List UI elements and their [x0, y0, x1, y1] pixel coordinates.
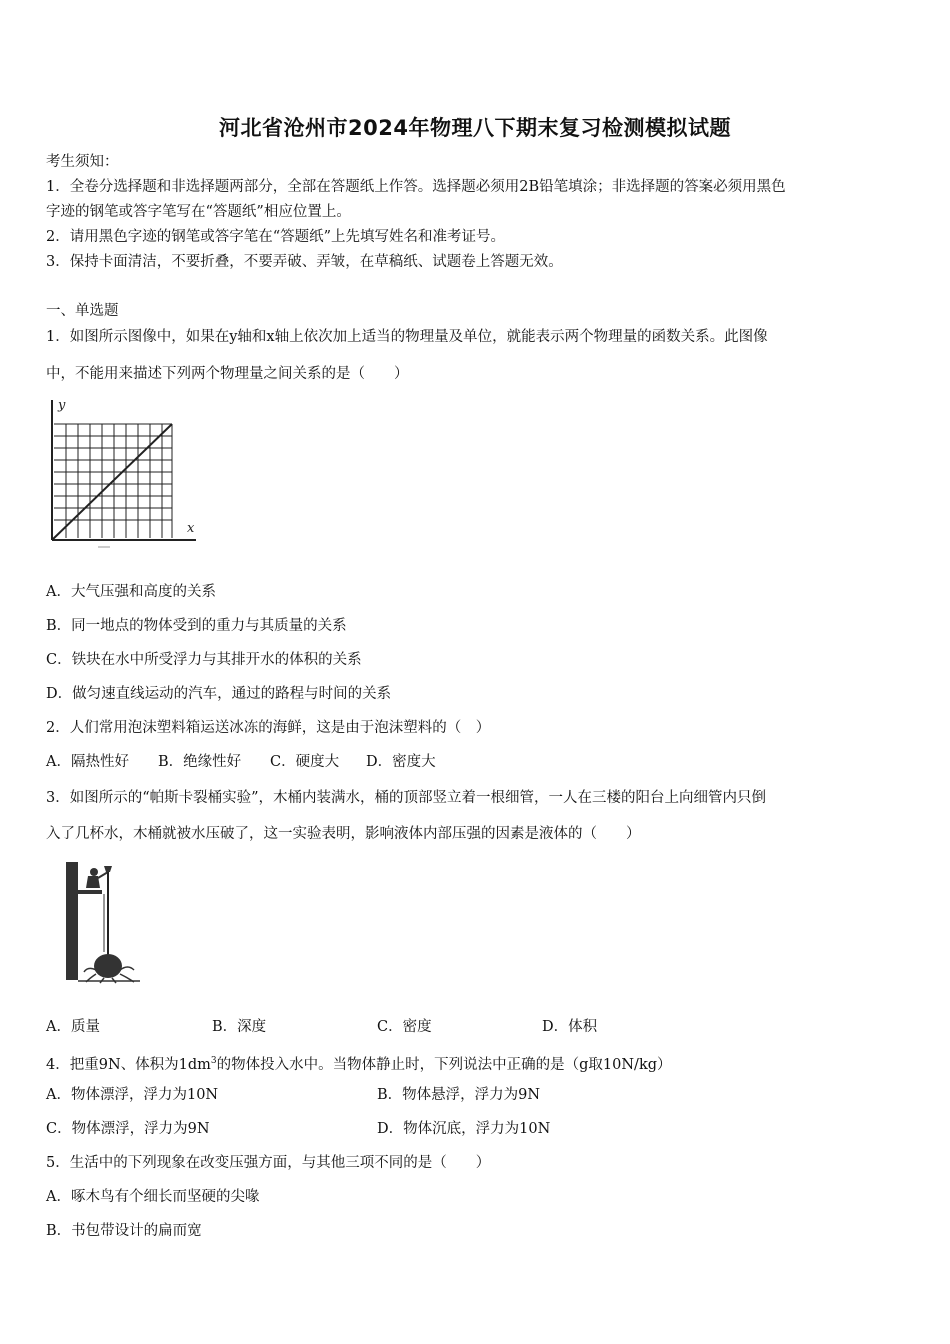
q4-option-b: B．物体悬浮，浮力为9N	[377, 1087, 541, 1103]
notice-item: 3．保持卡面清洁，不要折叠，不要弄破、弄皱，在草稿纸、试题卷上答题无效。	[46, 254, 563, 270]
q5-option-b: B．书包带设计的扁而宽	[46, 1223, 202, 1239]
q3-option-a: A．质量	[46, 1019, 100, 1035]
q5-stem: 5．生活中的下列现象在改变压强方面，与其他三项不同的是（ ）	[46, 1155, 491, 1171]
notice-heading: 考生须知：	[46, 154, 119, 170]
q2-stem: 2．人们常用泡沫塑料箱运送冰冻的海鲜，这是由于泡沫塑料的（ ）	[46, 720, 491, 736]
pascal-barrel-figure	[64, 860, 144, 984]
q1-option-d: D．做匀速直线运动的汽车，通过的路程与时间的关系	[46, 686, 392, 702]
y-axis-label: y	[58, 398, 66, 413]
q1-option-a: A．大气压强和高度的关系	[46, 584, 216, 600]
q4-option-c: C．物体漂浮，浮力为9N	[46, 1121, 210, 1137]
q3-option-b: B．深度	[212, 1019, 267, 1035]
q1-stem-line1: 1．如图所示图像中，如果在y轴和x轴上依次加上适当的物理量及单位，就能表示两个物理量的函数关系。此图像	[46, 329, 768, 345]
q3-option-c: C．密度	[377, 1019, 432, 1035]
q1-option-c: C．铁块在水中所受浮力与其排开水的体积的关系	[46, 652, 362, 668]
q4-option-a: A．物体漂浮，浮力为10N	[46, 1087, 219, 1103]
page-title: 河北省沧州市2024年物理八下期末复习检测模拟试题	[219, 116, 731, 140]
q2-option-c: C．硬度大	[270, 754, 340, 770]
q3-stem-line1: 3．如图所示的“帕斯卡裂桶实验”，木桶内装满水，桶的顶部竖立着一根细管，一人在三楼的阳台上向细管内只倒	[46, 790, 767, 806]
notice-item: 1．全卷分选择题和非选择题两部分，全部在答题纸上作答。选择题必须用2B铅笔填涂；非选择题的答案必须用黑色	[46, 179, 786, 195]
q4-stem-superscript: 3	[210, 1056, 217, 1066]
section-heading: 一、单选题	[46, 303, 119, 319]
notice-item: 2．请用黑色字迹的钢笔或答字笔在“答题纸”上先填写姓名和准考证号。	[46, 229, 506, 245]
q1-stem-line2: 中，不能用来描述下列两个物理量之间关系的是（ ）	[46, 366, 409, 382]
q4-stem	[46, 1051, 916, 1075]
q3-stem-line2: 入了几杯水，木桶就被水压破了，这一实验表明，影响液体内部压强的因素是液体的（ ）	[46, 826, 641, 842]
q4-stem-part1: 4．把重9N、体积为1dm	[46, 1056, 211, 1073]
q2-option-d: D．密度大	[366, 754, 436, 770]
q1-graph-figure	[44, 396, 204, 552]
q4-stem-part2: 的物体投入水中。当物体静止时，下列说法中正确的是（g取10N/kg）	[216, 1056, 672, 1073]
q3-option-d: D．体积	[542, 1019, 598, 1035]
x-axis-label: x	[187, 521, 195, 536]
q2-option-b: B．绝缘性好	[158, 754, 242, 770]
q4-option-d: D．物体沉底，浮力为10N	[377, 1121, 551, 1137]
notice-item: 字迹的钢笔或答字笔写在“答题纸”相应位置上。	[46, 204, 351, 220]
q5-option-a: A．啄木鸟有个细长而坚硬的尖喙	[46, 1189, 260, 1205]
q2-option-a: A．隔热性好	[46, 754, 129, 770]
q1-option-b: B．同一地点的物体受到的重力与其质量的关系	[46, 618, 347, 634]
